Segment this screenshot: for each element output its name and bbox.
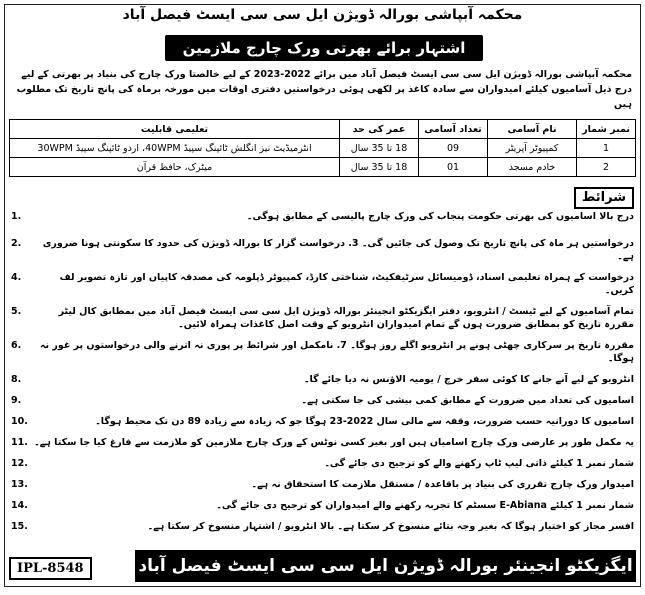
advertisement-page: [4, 4, 641, 587]
condition-number: 1.: [11, 211, 22, 222]
condition-text: درخواستیں ہر ماہ کی پانچ تاریخ تک وصول کی جائیں گی۔ 3. درخواست گزار کا بورالہ ڈویژن کی حدود کا سکونتی ہونا ضروری ہے۔: [42, 238, 634, 262]
conditions-list: [11, 208, 634, 541]
condition-item: [11, 394, 634, 407]
cell-serial: 2: [577, 158, 636, 177]
condition-item: [11, 373, 634, 386]
conditions-heading: شرائط: [574, 187, 634, 209]
col-qualification: تعلیمی قابلیت: [10, 120, 340, 139]
cell-count: 01: [419, 158, 488, 177]
condition-item: [11, 237, 634, 263]
col-age: عمر کی حد: [340, 120, 419, 139]
intro-paragraph: محکمہ آبپاشی بورالہ ڈویژن ایل سی سی ایسٹ فیصل آباد میں برائے 2022-2023 کے لیے خالصتا ورک چارج کی بنیاد پر بھرتی کے لیے درج ذیل آسامیوں کیلئے امیدواران سے سادہ کاغذ پر لکھی ہوئی درخواستیں دفتری اوقات میں مورخہ برماہ کی پانچ تاریخ تک مطلوب ہیں: [16, 69, 632, 110]
condition-item: [11, 271, 634, 297]
condition-number: 2.: [11, 238, 22, 249]
cell-serial: 1: [577, 139, 636, 158]
table-row: [10, 139, 636, 158]
col-post: نام آسامی: [488, 120, 577, 139]
table-header-row: [10, 120, 636, 139]
condition-item: [11, 520, 634, 533]
condition-number: 14.: [11, 500, 28, 511]
condition-item: [11, 210, 634, 223]
condition-item: [11, 478, 634, 491]
cell-qualification: انٹرمیڈیٹ نیز انگلش ٹائپنگ سپیڈ 40WPM، اردو ٹائپنگ سپیڈ 30WPM: [10, 139, 340, 158]
table-row: [10, 158, 636, 177]
condition-number: 6.: [11, 340, 22, 351]
condition-text: تمام آسامیوں کے لیے ٹیسٹ / انٹرویو، دفتر ایگزیکٹو انجینئر بورالہ ڈویژن ایل سی سی ایسٹ فیصل آباد میں بمطابق کال لیٹر مقررہ تاریخ کو بمطابق ضرورت ہوں گے تمام امیدواران انٹرویو کے وقت اصل کاغذات ہمراہ لائیں۔: [58, 306, 634, 330]
cell-post: خادم مسجد: [488, 158, 577, 177]
condition-number: 13.: [11, 479, 28, 490]
ad-banner: اشتہار برائے بھرتی ورک چارج ملازمین: [165, 35, 483, 61]
condition-text: درخواست کے ہمراہ تعلیمی اسناد، ڈومیسائل سرٹیفکیٹ، شناختی کارڈ، کمپیوٹر ڈپلومہ کی مصدقہ کاپیاں اور تازہ تصویر لف کریں۔: [59, 272, 634, 296]
condition-text: اسامیوں کا دورانیہ حسب ضرورت، وقفہ سے مالی سال 2022-23 ہوگا جو کہ زیادہ سے زیادہ 89 دن تک محیط ہوگا۔: [95, 416, 634, 427]
col-serial: نمبر شمار: [577, 120, 636, 139]
condition-number: 10.: [11, 416, 28, 427]
cell-age: 18 تا 35 سال: [340, 158, 419, 177]
condition-text: امیدوار ورک چارج تقرری کی بنیاد پر باقاعدہ / مستقل ملازمت کا استحقاق نہ ہے۔: [251, 479, 634, 490]
cell-count: 09: [419, 139, 488, 158]
condition-item: [11, 339, 634, 365]
cell-age: 18 تا 35 سال: [340, 139, 419, 158]
col-count: تعداد آسامی: [419, 120, 488, 139]
ipl-number-box: IPL-8548: [9, 557, 92, 580]
condition-number: 12.: [11, 458, 28, 469]
department-title: محکمہ آبپاشی بورالہ ڈویژن ایل سی سی ایسٹ فیصل آباد: [122, 7, 523, 23]
condition-text: شمار نمبر 1 کیلئے E-Abiana سسٹم کا تجربہ رکھنے والے امیدواران کو ترجیح دی جائے گی۔: [216, 500, 634, 511]
condition-text: اسامیوں کی تعداد میں ضرورت کے مطابق کمی بیشی کی جا سکتی ہے۔: [301, 395, 634, 406]
cell-post: کمپیوٹر آپریٹر: [488, 139, 577, 158]
condition-number: 11.: [11, 437, 28, 448]
condition-item: [11, 305, 634, 331]
condition-number: 15.: [11, 521, 28, 532]
condition-text: مقررہ تاریخ پر سرکاری چھٹی ہونے پر انٹرویو اگلے روز ہوگا۔ 7. نامکمل اور شرائط پر پوری نہ اترنے والی درخواستوں پر غور نہ ہوگا۔: [39, 340, 634, 364]
condition-text: یہ مکمل طور پر عارضی ورک چارج اسامیاں ہیں اور بغیر کسی نوٹس کے ورک چارج ملازمین کو ملازمت سے فارغ کیا جا سکتا ہے۔: [34, 437, 634, 448]
signature-footer: ایگزیکٹو انجینئر بورالہ ڈویژن ایل سی سی ایسٹ فیصل آباد: [135, 550, 636, 582]
condition-item: [11, 436, 634, 449]
condition-text: شمار نمبر 1 کیلئے ذاتی لیپ ٹاپ رکھنے والے کو ترجیح دی جائے گی۔: [324, 458, 634, 469]
condition-item: [11, 499, 634, 512]
condition-number: 4.: [11, 272, 22, 283]
condition-number: 5.: [11, 306, 22, 317]
condition-item: [11, 457, 634, 470]
condition-text: انٹرویو کے لیے آنے جانے کا کوئی سفر خرچ / یومیہ الاؤنس نہ دیا جائے گا۔: [303, 374, 634, 385]
jobs-table: [9, 119, 636, 177]
condition-item: [11, 415, 634, 428]
condition-text: افسر مجاز کو اختیار ہوگا کہ بغیر وجہ بتائے منسوخ کر سکتا ہے۔ بالا انٹرویو / اشتہار منسوخ کر سکتا ہے۔: [147, 521, 634, 532]
condition-number: 8.: [11, 374, 22, 385]
condition-text: درج بالا اسامیوں کی بھرتی حکومت پنجاب کی ورک چارج پالیسی کے مطابق ہوگی۔: [246, 211, 634, 222]
condition-number: 9.: [11, 395, 22, 406]
cell-qualification: میٹرک، حافظ قرآن: [10, 158, 340, 177]
